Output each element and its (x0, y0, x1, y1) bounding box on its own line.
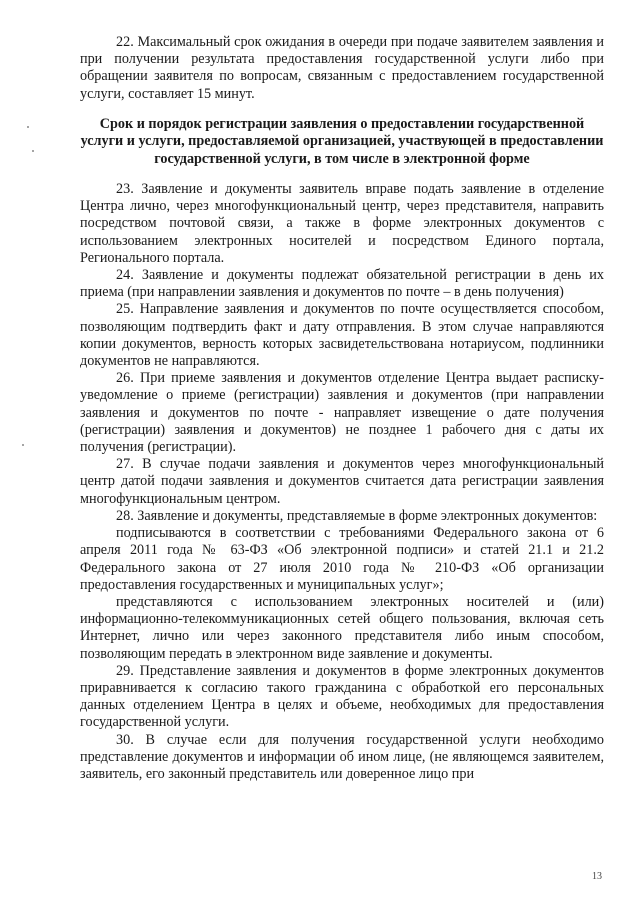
paragraph-28: 28. Заявление и документы, представляемые в форме электронных документов: (116, 507, 598, 524)
margin-speck (27, 126, 29, 128)
paragraph-28-item-signing: подписываются в соответствии с требованиями Федерального закона от 6 апреля 2011 года № 63-ФЗ «Об электронной подписи» и статей 21.1 и 21.2 Федерального закона от 27 июля 2010 года № 210-ФЗ «Об организации предоставления государственных и муниципальных услуг»; (80, 525, 604, 593)
document-body (80, 34, 604, 783)
margin-speck (32, 150, 34, 152)
paragraph-26: 26. При приеме заявления и документов отделение Центра выдает расписку-уведомление о приеме (регистрации) заявления и документов (при направлении заявления и документов по почте - направляет извещение о дате получения (регистрации) заявления и документов) не позднее 1 рабочего дня с даты их получения (регистрации). (80, 370, 604, 456)
paragraph-30: 30. В случае если для получения государственной услуги необходимо представление документов и информации об ином лице, (не являющемся заявителем, заявитель, его законный представитель или доверенное лицо при (80, 731, 604, 782)
paragraph-24: 24. Заявление и документы подлежат обязательной регистрации в день их приема (при направлении заявления и документов по почте – в день получения) (80, 267, 604, 301)
paragraph-22: 22. Максимальный срок ожидания в очереди при подаче заявителем заявления и при получении результата предоставления государственной услуги либо при обращении заявителя по вопросам, связанным с предоставлением государственной услуги, составляет 15 минут. (80, 34, 604, 102)
paragraph-27: 27. В случае подачи заявления и документов через многофункциональный центр датой подачи заявления и документов считается дата регистрации заявления многофункциональным центром. (80, 456, 604, 507)
paragraph-25: 25. Направление заявления и документов по почте осуществляется способом, позволяющим подтвердить факт и дату отправления. В этом случае направляются копии документов, верность которых засвидетельствована нотариусом, подлинники документов не направляются. (80, 301, 604, 370)
paragraph-28-item-submission: представляются с использованием электронных носителей и (или) информационно-телекоммуникационных сетей общего пользования, включая сеть Интернет, лично или через законного представителя либо иным способом, позволяющим передать в электронном виде заявление и документы. (80, 593, 604, 662)
paragraph-23: 23. Заявление и документы заявитель вправе подать заявление в отделение Центра лично, через многофункциональный центр, через представителя, направить посредством почтовой связи, а также в форме электронных документов с использованием электронных носителей и посредством Единого портала, Регионального портала. (80, 181, 604, 266)
paragraph-29: 29. Представление заявления и документов в форме электронных документов приравнивается к согласию такого гражданина с обработкой его персональных данных отделением Центра в целях и объеме, необходимых для предоставления государственной услуги. (80, 662, 604, 731)
page-number: 13 (592, 871, 602, 882)
margin-speck (22, 444, 24, 446)
section-heading: Срок и порядок регистрации заявления о предоставлении государственной услуги и услуги, предоставляемой организацией, участвующей в предоставлении государственной услуги, в том числе в электронной форме (80, 115, 604, 167)
